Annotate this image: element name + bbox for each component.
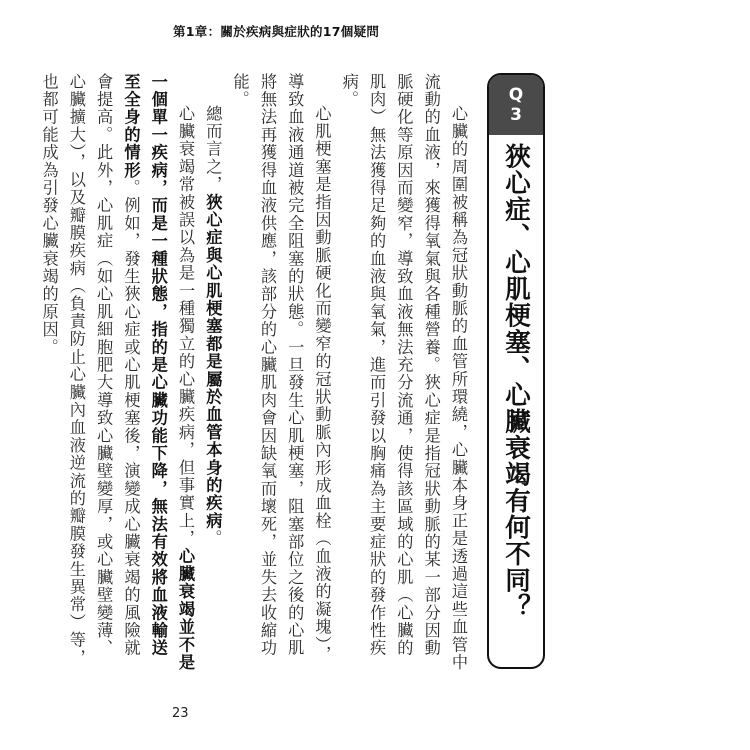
question-title-box xyxy=(487,73,545,669)
paragraph-4-lead: 心臟衰竭常被誤以為是一種獨立的心臟疾病，但事實上， xyxy=(176,105,196,548)
article-body xyxy=(35,73,472,673)
paragraph-3-emphasis: 狹心症與心肌梗塞都是屬於血管本身的疾病 xyxy=(203,193,223,531)
chapter-header: 第1章：關於疾病與症狀的17個疑問 xyxy=(173,24,380,39)
paragraph-4-rest: 。例如，發生狹心症或心肌梗塞後，演變成心臟衰竭的風險就會提高。此外，心肌症（如心肌細胞肥大導致心臟壁變厚，或心臟壁變薄、心臟擴大），以及瓣膜疾病（負責防止心臟內血液逆流的瓣膜發生異常）等，也都可能成為引發心臟衰竭的原因。 xyxy=(39,73,141,667)
question-badge-letter: Q xyxy=(508,85,524,105)
question-badge-number: 3 xyxy=(510,105,522,125)
page-number: 23 xyxy=(172,706,189,721)
paragraph-4 xyxy=(35,73,199,673)
question-title: 狹心症、心肌梗塞、心臟衰竭有何不同？ xyxy=(501,143,531,620)
paragraph-4-emphasis: 心臟衰竭並不是一個單一疾病，而是一種狀態，指的是心臟功能下降，無法有效將血液輸送至全身的情形 xyxy=(121,73,196,672)
paragraph-2: 心肌梗塞是指因動脈硬化而變窄的冠狀動脈內形成血栓（血液的凝塊），導致血液通道被完全阻塞的狀態。一旦發生心肌梗塞，阻塞部位之後的心肌將無法再獲得血液供應，該部分的心臟肌肉會因缺氧而壞死，並失去收縮功能。 xyxy=(230,73,332,664)
question-badge xyxy=(489,75,543,135)
paragraph-1: 心臟的周圍被稱為冠狀動脈的血管所環繞，心臟本身正是透過這些血管中流動的血液，來獲得氧氣與各種營養。狹心症是指冠狀動脈的某一部分因動脈硬化等原因而變窄，導致血液無法充分流通，使得該區域的心肌（心臟的肌肉）無法獲得足夠的血液與氧氣，進而引發以胸痛為主要症狀的發作性疾病。 xyxy=(339,73,468,672)
paragraph-3-prefix: 總而言之， xyxy=(203,105,223,194)
paragraph-3-suffix: 。 xyxy=(203,530,223,548)
paragraph-3 xyxy=(199,73,226,673)
